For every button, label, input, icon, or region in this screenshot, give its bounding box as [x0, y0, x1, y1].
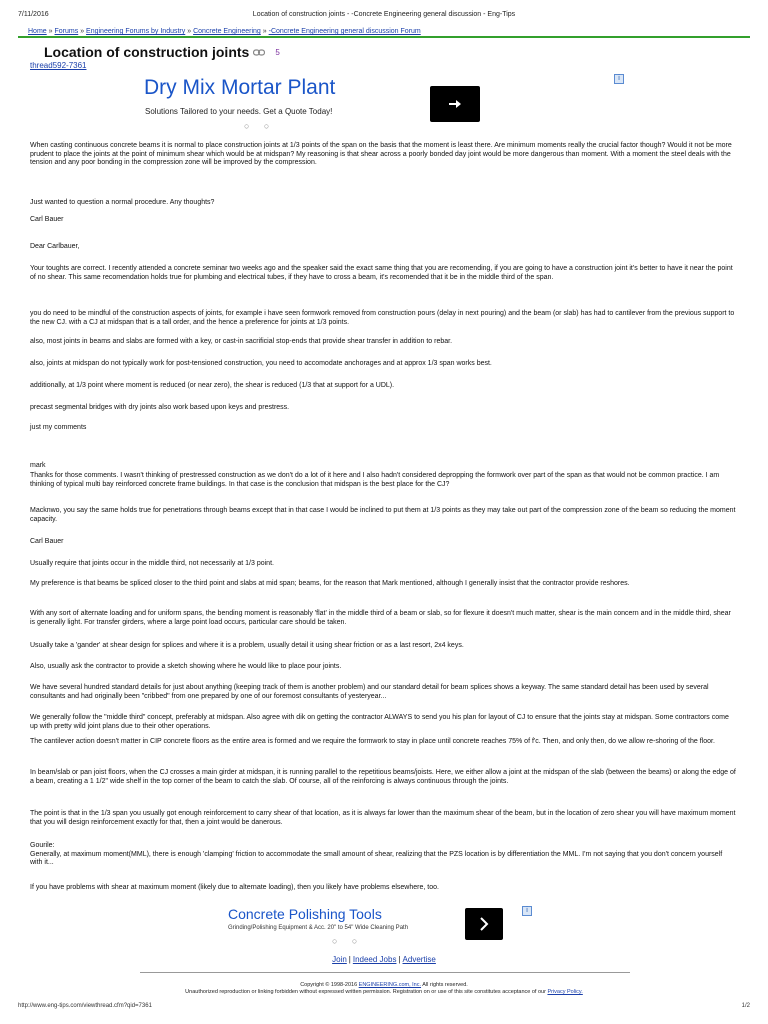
copyright-notice: Unauthorized reproduction or linking forbidden without expressed written permission. Registration on or use of this site constitutes acceptance of our: [185, 989, 546, 995]
post-text: We generally follow the "middle third" concept, preferably at midspan. Also agree with dik on getting the contractor ALWAYS to send you his plan for layout of CJ to ensure that the joints stay at midspan. Some contractors come up with pretty wild joint plans due to their other operations.: [30, 714, 729, 730]
post-signature: Carl Bauer: [30, 216, 64, 223]
ad-title[interactable]: Concrete Polishing Tools: [228, 906, 382, 922]
footer-links: Join | Indeed Jobs | Advertise: [332, 955, 436, 964]
print-page-title: Location of construction joints - -Concrete Engineering general discussion - Eng-Tips: [252, 11, 516, 18]
post-text: If you have problems with shear at maximum moment (likely due to alternate loading), then you likely have problems elsewhere, too.: [30, 884, 439, 891]
post-text: Just wanted to question a normal procedure. Any thoughts?: [30, 199, 215, 206]
ad-carousel-dots[interactable]: ○ ○: [332, 936, 364, 946]
post-text: My preference is that beams be spliced closer to the third point and slabs at mid span; beams, for the reason that Mark mentioned, although I generally insist that the contractor provide reshores.: [30, 580, 630, 587]
post-text: also, most joints in beams and slabs are formed with a key, or cast-in sacrificial stop-ends that provide shear transfer in addition to rebar.: [30, 338, 453, 345]
ad-info-icon[interactable]: i: [614, 74, 624, 84]
header-divider: [18, 36, 750, 38]
breadcrumb-separator: »: [262, 28, 267, 35]
advertise-link[interactable]: Advertise: [402, 955, 436, 964]
post-text: you do need to be mindful of the construction aspects of joints, for example i have seen formwork removed from construction pours (delay in next pouring) and the beam (or slab) has had to cantilever from the previous support to the new CJ. with a CJ at midspan that is a tall order, and the hence a preference for joints at 1/3 points.: [30, 310, 735, 326]
footer-divider: [140, 972, 630, 973]
post-text: Gourile: Generally, at maximum moment(MML), there is enough 'clamping' friction to accommodate the small amount of shear, realizing that the PZS location is by differentiation the MML. I'm not saying that you don't concern yourself with it...: [30, 842, 723, 867]
copyright-text: All rights reserved.: [422, 982, 468, 988]
print-footer: [18, 1003, 750, 1009]
print-header: [18, 11, 750, 23]
star-count: 5: [275, 47, 280, 57]
post-text: Thanks for those comments. I wasn't thinking of prestressed construction as we don't do a lot of it here and I also hadn't considered depropping the formwork over part of the span as that would not be common practice. I am thinking of typical multi bay reinforced concrete frame buildings. In that case is the conclusion that midspan is the best place for the CJ?: [30, 472, 720, 488]
thread-id-link[interactable]: thread592-7361: [30, 61, 87, 70]
post-text: Macknwo, you say the same holds true for penetrations through beams except that in that case I would be inclined to put them at 1/3 points as they may take out part of the compression zone of the beam so reducing the moment capacity.: [30, 507, 736, 523]
breadcrumb-home[interactable]: Home: [28, 28, 47, 35]
copyright: [0, 982, 768, 996]
link-icon[interactable]: [253, 48, 265, 57]
join-link[interactable]: Join: [332, 955, 347, 964]
post-text: We have several hundred standard details for just about anything (keeping track of them is another problem) and our standard detail for beam splices shows a keyway. The same standard detail has been used by several consultants and had originally been "cribbed" from one prepared by one of our foremost consultants of yesteryear...: [30, 684, 709, 700]
post-text: just my comments: [30, 424, 87, 431]
post-text: When casting continuous concrete beams it is normal to place construction joints at 1/3 points of the span on the basis that the moment is least there. Are minimum moments really the crucial factor though? Would it not be more prudent to place the joints at the point of minimum shear which would be at midspan? My reasoning is that shear across a poorly bonded day joint would be more dangerous than moment. With a moment the steel deals with the tension and any poor bonding in the compression zone will be improved by the compression.: [30, 142, 732, 167]
post-signature: Carl Bauer: [30, 538, 64, 545]
ad-description: Solutions Tailored to your needs. Get a Quote Today!: [145, 107, 333, 116]
page-number: 1/2: [741, 1003, 750, 1009]
post-text: Usually require that joints occur in the middle third, not necessarily at 1/3 point.: [30, 560, 274, 567]
privacy-policy-link[interactable]: Privacy Policy.: [547, 989, 583, 995]
ad-banner-bottom[interactable]: [225, 904, 505, 954]
breadcrumb-forum[interactable]: -Concrete Engineering general discussion Forum: [268, 28, 421, 35]
indeed-jobs-link[interactable]: Indeed Jobs: [352, 955, 397, 964]
breadcrumb-concrete[interactable]: Concrete Engineering: [193, 28, 261, 35]
post-text: additionally, at 1/3 point where moment is reduced (or near zero), the shear is reduced (1/3 that at support for a UDL).: [30, 382, 395, 389]
breadcrumb-separator: »: [187, 28, 192, 35]
print-url: http://www.eng-tips.com/viewthread.cfm?qid=7361: [18, 1003, 152, 1009]
breadcrumb-forums[interactable]: Forums: [54, 28, 79, 35]
ad-carousel-dots[interactable]: ○ ○: [244, 121, 276, 131]
engineering-com-link[interactable]: ENGINEERING.com, Inc.: [358, 982, 422, 988]
thread-title: Location of construction joints: [44, 44, 250, 60]
ad-title[interactable]: Dry Mix Mortar Plant: [144, 76, 336, 99]
post-text: Also, usually ask the contractor to provide a sketch showing where he would like to place pour joints.: [30, 663, 342, 670]
thread-title-row: [44, 44, 280, 60]
copyright-text: Copyright © 1998-2016: [300, 982, 358, 988]
ad-description: Grinding/Polishing Equipment & Acc. 20" to 54" Wide Cleaning Path: [228, 925, 409, 931]
post-signature: mark: [30, 462, 46, 469]
post-text: The cantilever action doesn't matter in CIP concrete floors as the entire area is formed and we require the formwork to stay in place until concrete reaches 75% of f'c. Then, and only then, do we allow re-shoring of the floor.: [30, 738, 715, 745]
chevron-right-icon[interactable]: [465, 908, 503, 940]
breadcrumb-separator: »: [80, 28, 85, 35]
breadcrumb-separator: »: [48, 28, 53, 35]
breadcrumb-industry[interactable]: Engineering Forums by Industry: [86, 28, 186, 35]
arrow-right-icon[interactable]: [430, 86, 480, 122]
post-text: In beam/slab or pan joist floors, when the CJ crosses a main girder at midspan, it is running parallel to the repetitious beams/joists. Here, we either allow a joint at the midspan of the slab (between the beams) or along the edge of a beam, creating a 1 1/2" wide shelf in the top corner of the beam to catch the slab. Of course, all of the reinforcing is always continuous through the joints.: [30, 769, 736, 785]
post-text: precast segmental bridges with dry joints also work based upon keys and prestress.: [30, 404, 290, 411]
post-text: With any sort of alternate loading and for uniform spans, the bending moment is reasonably 'flat' in the middle third of a beam or slab, so for flexure it doesn't much matter, shear is the main concern and in the middle third, shear is generally light. For transfer girders, where a large point load occurs, particular care should be taken.: [30, 610, 731, 626]
post-text: Your toughts are correct. I recently attended a concrete seminar two weeks ago and the speaker said the exact same thing that you are recomending, if you are going to have a construction joint it's better to have it near the point of no shear. This same recomendation holds true for plumbing and electrical tubes, if they have to cross a beam, it's recomended that it be in the middle third of the span.: [30, 265, 733, 281]
post-text: The point is that in the 1/3 span you usually got enough reinforcement to carry shear of that location, as it is always far lower than the maximum shear of the beam, but in the location of zero shear you will have maximum moment that you will design reinforcement exactly for that, then a joint would be danerous.: [30, 810, 736, 826]
ad-info-icon[interactable]: i: [522, 906, 532, 916]
post-text: Dear Carlbauer,: [30, 243, 80, 250]
post-text: also, joints at midspan do not typically work for post-tensioned construction, you need to accomodate anchorages and at approx 1/3 span works best.: [30, 360, 492, 367]
ad-banner-top[interactable]: [140, 74, 480, 136]
post-text: Usually take a 'gander' at shear design for splices and where it is a problem, usually detail it using shear friction or as a last resort, 2x4 keys.: [30, 642, 464, 649]
print-date: 7/11/2016: [18, 11, 49, 18]
breadcrumb: [28, 28, 748, 36]
